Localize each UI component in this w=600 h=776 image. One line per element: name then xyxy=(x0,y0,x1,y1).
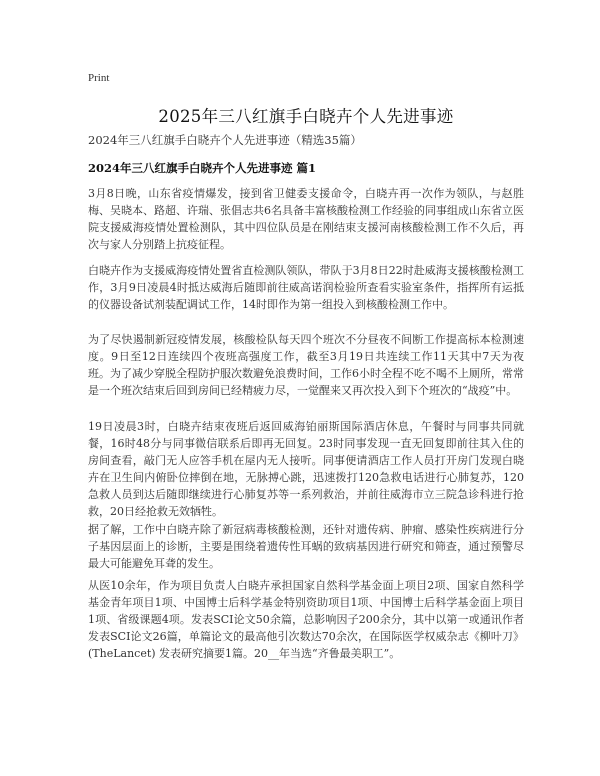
paragraph: 白晓卉作为支援威海疫情处置省直检测队领队，带队于3月8日22时赴威海支援核酸检测工作，3月9日凌晨4时抵达威海后随即前往威高诺润检验所查看实验室条件，指挥所有运抵的仪器设备试剂装配调试工作，14时即作为第一组投入到核酸检测工作中。 xyxy=(88,264,524,311)
section-heading: 2024年三八红旗手白晓卉个人先进事迹 篇1 xyxy=(88,161,317,175)
document-subtitle: 2024年三八红旗手白晓卉个人先进事迹（精选35篇） xyxy=(88,133,362,147)
paragraph: 为了尽快遏制新冠疫情发展，核酸检队每天四个班次不分昼夜不间断工作提高标本检测速度。9日至12日连续四个夜班高强度工作，截至3月19日共连续工作11天其中7天为夜班。为了减少穿脱全程防护服次数避免浪费时间，工作6小时全程不吃不喝不上厕所，常常是一个班次结束后回到房间已经精疲力尽，一觉醒来又再次投入到下个班次的“战疫”中。 xyxy=(88,333,524,397)
page-title: 2025年三八红旗手白晓卉个人先进事迹 xyxy=(158,107,454,126)
paragraph: 19日凌晨3时，白晓卉结束夜班后返回威海铂丽斯国际酒店休息，午餐时与同事共同就餐，16时48分与同事微信联系后即再无回复。23时同事发现一直无回复即前往其入住的房间查看，敲门无人应答手机在屋内无人接听。同事便请酒店工作人员打开房门发现白晓卉在卫生间内俯卧位摔倒在地，无脉搏心跳，迅速拨打120急救电话进行心肺复苏，120急救人员到达后随即继续进行心肺复苏等一系列救治，并前往威海市立三院急诊科进行抢救，20日经抢救无效牺牲。 xyxy=(88,420,524,518)
paragraph: 据了解，工作中白晓卉除了新冠病毒核酸检测，还针对遗传病、肿瘤、感染性疾病进行分子基因层面上的诊断，主要是围绕着遗传性耳蜗的致病基因进行研究和筛查，通过预警尽最大可能避免耳聋的发生。 xyxy=(88,523,524,570)
paragraph: 从医10余年，作为项目负责人白晓卉承担国家自然科学基金面上项目2项、国家自然科学基金青年项目1项、中国博士后科学基金特别资助项目1项、中国博士后科学基金面上项目1项、省级课题4项。发表SCI论文50余篇，总影响因子200余分，其中以第一或通讯作者发表SCI论文26篇，单篇论文的最高他引次数达70余次，在国际医学权威杂志《柳叶刀》(TheLancet) 发表研究摘要1篇。20__年当选“齐鲁最美职工”。 xyxy=(88,579,524,660)
print-label[interactable]: Print xyxy=(88,72,110,84)
paragraph: 3月8日晚，山东省疫情爆发，接到省卫健委支援命令，白晓卉再一次作为领队，与赵胜梅、吴晓本、路超、许瑞、张倡志共6名具备丰富核酸检测工作经验的同事组成山东省立医院支援威海疫情处置检测队，其中四位队员是在刚结束支援河南核酸检测工作不久后，再次与家人分别踏上抗疫征程。 xyxy=(88,187,524,251)
